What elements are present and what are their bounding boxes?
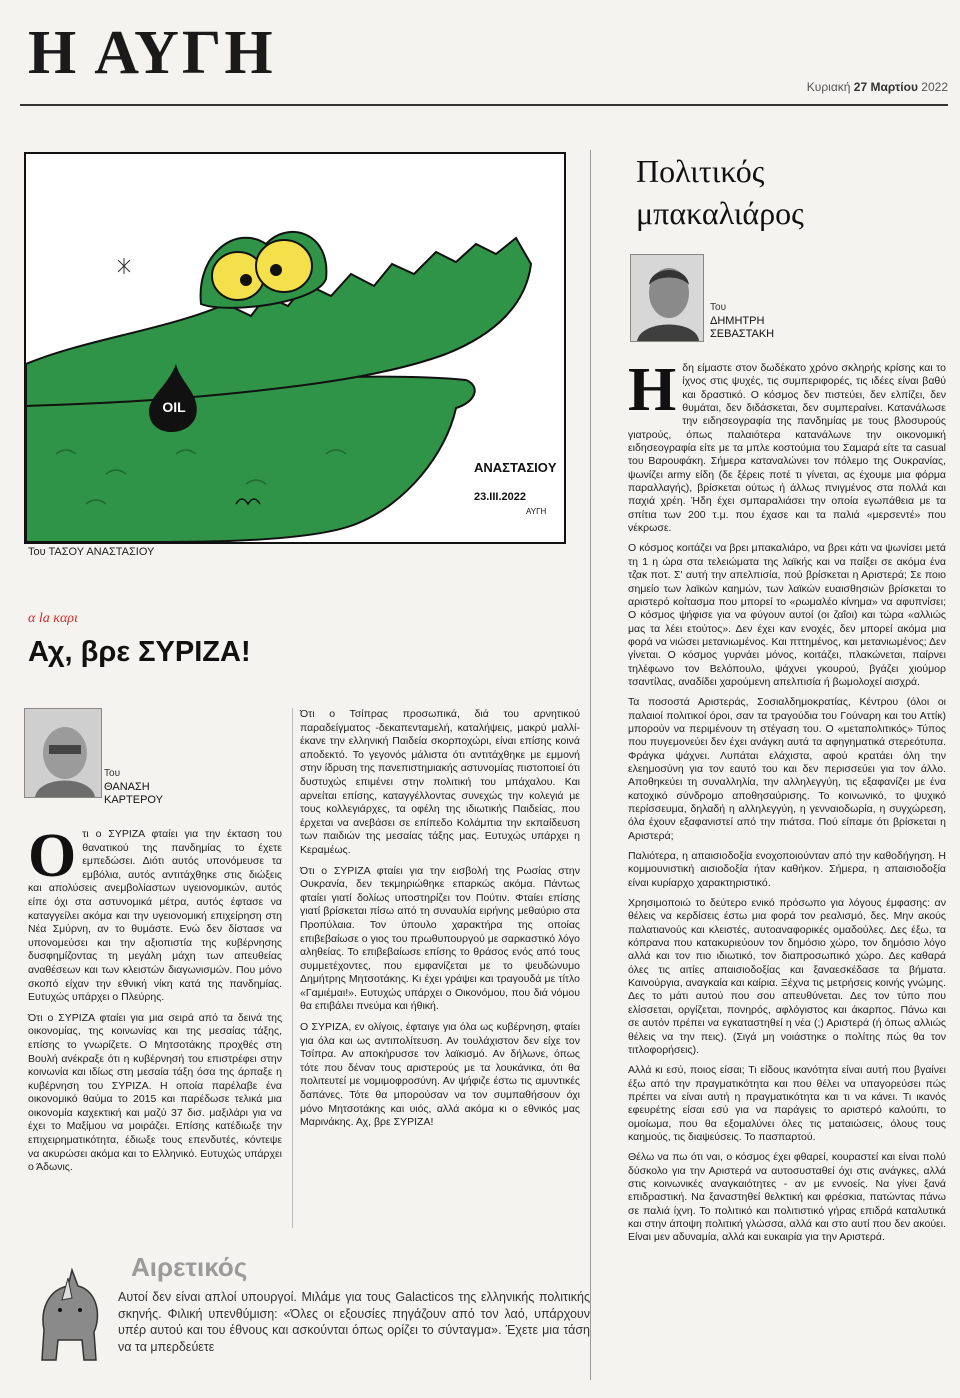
author-photo-karterou (24, 708, 102, 798)
dropcap: Η (628, 356, 677, 424)
paragraph: Παλιότερα, η απαισιοδοξία ενοχοποιούνταν από την καθοδήγηση. Η κομμουνιστική αισιοδοξία ήταν καθήκον. Σήμερα, η απαισιοδοξία είναι κυρίαρχο χαρακτηριστικό. (628, 850, 946, 889)
article-headline: Αχ, βρε ΣΥΡΙΖΑ! (28, 636, 251, 668)
oil-label: OIL (162, 399, 186, 415)
cartoon-frame (24, 152, 566, 544)
byline-first: ΔΗΜΗΤΡΗ (710, 314, 765, 327)
left-article-col1 (28, 822, 282, 1182)
date-main: 27 Μαρτίου (853, 80, 918, 94)
date-year: 2022 (921, 80, 948, 94)
paragraph (28, 822, 282, 1005)
paragraph: Ο κόσμος κοιτάζει να βρει μπακαλιάρο, να βρει κάτι να ψωνίσει μετά τη 1 η ώρα στα τελειώματα της λαϊκής και να παίξει σε ακόμα ένα τζακ ποτ. Σ' αυτή την απελπισία, πού βρίσκεται η Αριστερά; Σε ποιο σημείο των λαϊκών καημών, των λαϊκών ευαισθησιών βρίσκεται το αριστερό κοίτασμα που μπορεί το «ρωμαλέο κίνημα» να αφυπνίσει; Ο κόσμος ψήφισε για να φύγουν αυτοί (οι ζαΐοι) και τώρα «αλλιώς μας τα λέει ετούτος». Δεν έχει καν ενοχές, δεν μπορεί ακόμα μια φορά να νιώσει μετανιωμένος. Και πττημένος, και μετανιωμένος; Δεν γίνεται. Ο κόσμος γυρνάει μόνος, κοιτάζει, πλακώνεται, παίρνει τηλέφωνο τον Βελόπουλο, ψάχνει γκουρού, βγάζει χιούμορ τσαντίλας, αναδίδει χαρούμενη απελπισία ή βωμολοχεί αισχρά. (628, 542, 946, 688)
cartoon-credit (28, 546, 154, 558)
paragraph: Ο ΣΥΡΙΖΑ, εν ολίγοις, έφταιγε για όλα ως κυβέρνηση, φταίει για όλα και ως αντιπολίτευση. Αν τουλάχιστον δεν είχε τον Τσίπρα. Αν αποκήρυσσε τον λαϊκισμό. Αν δήλωνε, όπως τότε που δέναν τους αριστερούς με τα λουκάνικα, ότι θα πολιτευτεί με νομιμοφροσύνη. Αν ψήφιζε έστω τις αμυντικές δαπάνες. Τότε θα μπορούσαν να τον συμπαθήσουν όχι μόνο Μητσοτάκης και υιός, αλλά ακόμα κι ο εθνικός μας Μαρινάκης. Αχ, βρε ΣΥΡΙΖΑ! (300, 1021, 580, 1129)
paragraph: Τα ποσοστά Αριστεράς, Σοσιαλδημοκρατίας, Κέντρου (όλοι οι παλαιοί πολιτικοί όροι, σαν τα τραγούδια του Γούναρη και του Αττίκ) μπορούν να περιμένουν τη στέγαση του. Ο «μεταπολιτικός» Τύπος που πυγεμονεύει δεν έχει ανάγκη αυτά τα αφηγηματικά στερεότυπα. Φράγκα ψάχνει. Λυπάται ελάχιστα, αφού κρατάει όλη την ελεημοσύνη για τον εαυτό του και δεν περισσεύει για τον άλλο. Αποθηκεύει τη συναλληλία, την αλληλεγγύη, τις εξαφανίζει με ένα κατοχικό σύνδρομο αποθησαύρισης. Το κοινωνικό, το ψυχικό περίσσευμα, δηλαδή η αλληλεγγύη, η γενναιοδωρία, η συγχώρεση, όλα έχουν εξαφανιστεί από την πιάτσα. Πού είπαμε ότι βρίσκεται η Αριστερά; (628, 696, 946, 842)
star-doodles (118, 258, 130, 274)
right-article-body (628, 356, 946, 1252)
author-portrait (25, 709, 101, 797)
paragraph: Θέλω να πω ότι ναι, ο κόσμος έχει φθαρεί, κουραστεί και είναι πολύ δύσκολο για την Αριστερά να αυτοσυσταθεί όχι στις ανάγκες, αλλά στις κοινωνικές αναγκαιότητες - αν με εννοείς. Να γίνει ξανά επιδραστική. Να ξαναστηθεί θελκτική και φρέσκια, πατώντας πάνω σε παλιά ίχνη. Το πολιτικό και πολιτιστικό γήρας επιδρά καταλυτικά και στην άποψη πολιτική γλώσσα, αλλά και στο αυτί που δεν ακούει. Είναι μεν αδυναμία, αλλά και ευκαιρία για την Αριστερά. (628, 1151, 946, 1244)
byline-prefix: Του (710, 302, 727, 313)
masthead-rule (20, 104, 948, 106)
paragraph-text: τι ο ΣΥΡΙΖΑ φταίει για την έκταση του θανατικού της πανδημίας το έχετε εμπεδώσει. Διότι αυτός υπονόμευσε τα εμβόλια, αυτός αντιτάχθηκε στις διώξεις και απολύσεις ανεμβολίαστων υγειονομικών, αυτός είπε όχι στα αστυνομικά μέτρα, αυτός έφτασε να καταγγείλει ακόμα και την υγειονομική επιχείρηση στη Νέα Σμύρνη, αν το θυμάστε. Ενώ δεν δίστασε να υπονομεύσει και την αξιοπιστία της κυβέρνησης δυσφημίζοντας τη μεγάλη μάχη των απευθείας αναθέσεων και των κλειστών διαγωνισμών. Που μόνο σκοπό είχαν την εθνική νίκη κατά της πανδημίας. Ευτυχώς υπάρχει ο Πλεύρης. (28, 828, 282, 1004)
byline-prefix: Του (104, 768, 121, 779)
byline-first: ΘΑΝΑΣΗ (104, 780, 150, 793)
byline-last: ΣΕΒΑΣΤΑΚΗ (710, 328, 775, 341)
paragraph: Αλλά κι εσύ, ποιος είσαι; Τι είδους ικανότητα είναι αυτή που βγαίνει έξω από την πραγματικότητα και που θέλει να υπαγορεύσει πώς πρέπει να είναι αυτή η πραγματικότητα και τι να κάνει. Τι ικανός εφευρέτης είσαι εσύ για να παράγεις το αριστερό καλούπι, το ομοίωμα, που θα εξομαλύνει όλες τις ματαιώσεις, όλους τους καημούς, τις διαψεύσεις. Το πασπαρτού. (628, 1064, 946, 1143)
paragraph: Χρησιμοποιώ το δεύτερο ενικό πρόσωπο για λόγους έμφασης: αν θέλεις να κερδίσεις έστω μια φορά τον ρεαλισμό, δες. Μην ακούς παλατιανούς και κλειστές, αυτοαναφορικές ομαδούλες. Δες έξω, τα κόπρανα που κατακυριεύουν τον δημόσιο χώρο, τον δημόσιο λόγο αλλά και τον πιο ιδιωτικό, τον διαπροσωπικό χώρο. Δες καθαρά όλες τις αιτίες απαισιοδοξίας και ξαναεσκέδασε τα βήματα. Καινούργια, αναγκαία και καίρια. Ξέχνα τις μετρήσεις κοινής γνώμης. Δες το μάτι αυτού που σου απευθύνεται. Δες τον τύπο που ελίσσεται, οργίζεται, πονηρός, αφλόγιστος και άκαρπος. Πάνω και σε αυτόν πρέπει να εγκαταστηθεί η νέα (;) Αριστερά (ή όπως αλλιώς θέλεις να την πεις). (Σιγά μη νοιάστηκε ο πολίτης πώς θα τον τιτλοφορήσεις). (628, 897, 946, 1056)
paragraph (628, 356, 946, 535)
aireticos-title: Αιρετικός (131, 1252, 248, 1282)
crocodile-cartoon (26, 154, 564, 542)
cartoon-signature-date: 23.III.2022 (474, 491, 526, 503)
croc-right-eye (256, 240, 312, 292)
right-article-title (636, 150, 936, 234)
dropcap: Ο (28, 822, 77, 890)
author-byline-sevastaki (710, 302, 774, 342)
croc-left-pupil (240, 274, 252, 286)
title-line: Πολιτικός (636, 153, 765, 189)
aireticos-text: Αυτοί δεν είναι απλοί υπουργοί. Μιλάμε για τους Galacticos της ελληνικής πολιτικής σκηνής. Φιλική υπενθύμιση: «Όλες οι εξουσίες πηγάζουν από τον λαό, υπάρχουν υπέρ αυτού και του έθνους και ασκούνται όπως ορίζει το σύνταγμα». Έχετε μια τάση να τα μπερδεύετε (118, 1290, 590, 1354)
rhino-icon (22, 1260, 114, 1370)
author-photo-sevastaki (630, 254, 704, 342)
rhino-illustration (22, 1260, 114, 1370)
paragraph: Ότι ο ΣΥΡΙΖΑ φταίει για μια σειρά από τα δεινά της οικονομίας, της κοινωνίας και της μεσαίας τάξης, επίσης το γνωρίζετε. Ο Μητσοτάκης προχθές στη Βουλή ανέκραξε ότι η κυβέρνησή του επιστρέφει στην κοινωνία και ιδίως στη μεσαία τάξη όσα της άρπαξε η κυβέρνηση του ΣΥΡΙΖΑ. Η οποία παρέλαβε ένα οικονομικό θαύμα το 2015 και παρέδωσε τελικά μια οικονομία καχεκτική και μαζύ 37 δισ. μαξιλάρι για να έχει το Μαξίμου να μοιράζει. Επίσης κατέδιωξε την επιχειρηματικότητα, έδιωξε τους επενδυτές, κόντεψε να ακυρώσει ακόμα και το Ελληνικό. Ευτυχώς υπάρχει ο Άδωνις. (28, 1011, 282, 1174)
column-divider (590, 150, 591, 1380)
left-article-col2 (300, 708, 580, 1137)
date-prefix: Κυριακή (806, 80, 851, 94)
credit-prefix: Του (28, 546, 46, 558)
cartoon-signature-note: ΑΥΓΗ (526, 507, 547, 516)
paragraph-text: δη είμαστε στον δωδέκατο χρόνο σκληρής κρίσης και το ίχνος στις ψυχές, τις συμπεριφορές, τις ιδέες είναι βαθύ και δραστικό. Ο κόσμος δεν πιστεύει, δεν ελπίζει, δεν θυμάται, δεν διδάσκεται, δεν συμπεραίνει. Κατανάλωσε την ειδησεογραφία της πανδημίας με τους βλοσυρούς γιατρούς, όπως παλαιότερα κατανάλωνε την οικονομική ειδησεογραφία είτε με τα μπλε κοστούμια του Σαμαρά είτε τα casual του Βαρουφάκη. Σήμερα καταναλώνει τον πόλεμο της Ουκρανίας, ψωνίζει army είδη (δε ξέρεις ποτέ τι γίνεται, ας έχουμε μια φόρμα παραλλαγής), βρίσκεται ούτως ή άλλως πνιγμένος στα πολλά και παχιά χρέη. Ήδη έχει σμπαραλιάσει την οποία εγωπάθεια με τα σπίτια των 200 τ.μ. που έχασε και τα παλιά «μερσεντέ» που νέκρωσε. (628, 362, 946, 535)
byline-last: ΚΑΡΤΕΡΟΥ (104, 794, 163, 807)
croc-right-pupil (270, 264, 282, 276)
paragraph: Ότι ο ΣΥΡΙΖΑ φταίει για την εισβολή της Ρωσίας στην Ουκρανία, δεν τεκμηριώθηκε επαρκώς ακόμα. Πάντως φταίει γιατί δολίως υποστηρίζει τον Πούτιν. Φταίει επίσης γιατί βρίσκεται πίσω από τη συναυλία ειρήνης μεθαύριο στα Προπύλαια. Τον ύπουλο χαρακτήρα της οποίας επιβεβαίωσε ο γιος του πρωθυπουργού με σαρκαστικό λόγο αληθείας. Το επιβεβαίωσε επίσης το θράσος ενός από τους συμμετέχοντες, που εμφανίζεται με το ψευδώνυμο Δημήτρης Μητσοτάκης. Κι έχει γράψει και τραγουδά με τίτλο «Γαμιέμαι!». Ευτυχώς υπάρχει ο Οικονόμου, που διά νόμου θα επιβάλει πνεύμα και ήθική. (300, 864, 580, 1013)
title-line: μπακαλιάρος (636, 195, 804, 231)
masthead-title: Η ΑΥΓΗ (28, 19, 276, 87)
credit-name: ΤΑΣΟΥ ΑΝΑΣΤΑΣΙΟΥ (48, 546, 155, 558)
author-byline-karterou (104, 768, 163, 808)
article-kicker: α la καρι (28, 611, 78, 626)
author-portrait (631, 255, 703, 341)
dateline (807, 80, 948, 94)
inner-column-divider (292, 708, 293, 1228)
cartoon-signature: ANAΣTAΣIOY (474, 460, 557, 475)
paragraph: Ότι ο Τσίπρας προσωπικά, διά του αρνητικού παραδείγματος -δεκαπενταμελή, καταλήψεις, μακρύ μαλλί- έκανε την ελληνική Παιδεία σκορποχώρι, είναι επίσης κοινά αποδεκτό. Το γεγονός μάλιστα ότι αντιτάχθηκε με εμμονή στην ίδρυση της πανεπιστημιακής αστυνομίας πιστοποιεί ότι δυστυχώς επιμένει στην πολιτική του μπάχαλου. Και αρνείται επίσης, καταγγέλλοντας συνεχώς την κολεγιά με τους κολλεγιάρχες, τα οφέλη της ιδιωτικής Παιδείας, που έρχεται να ανεβάσει σε επίπεδο Κολάμπια την εκπαίδευση των παιδιών της μεσαίας τάξης μας. Ευτυχώς υπάρχει η Κεραμέως. (300, 708, 580, 856)
